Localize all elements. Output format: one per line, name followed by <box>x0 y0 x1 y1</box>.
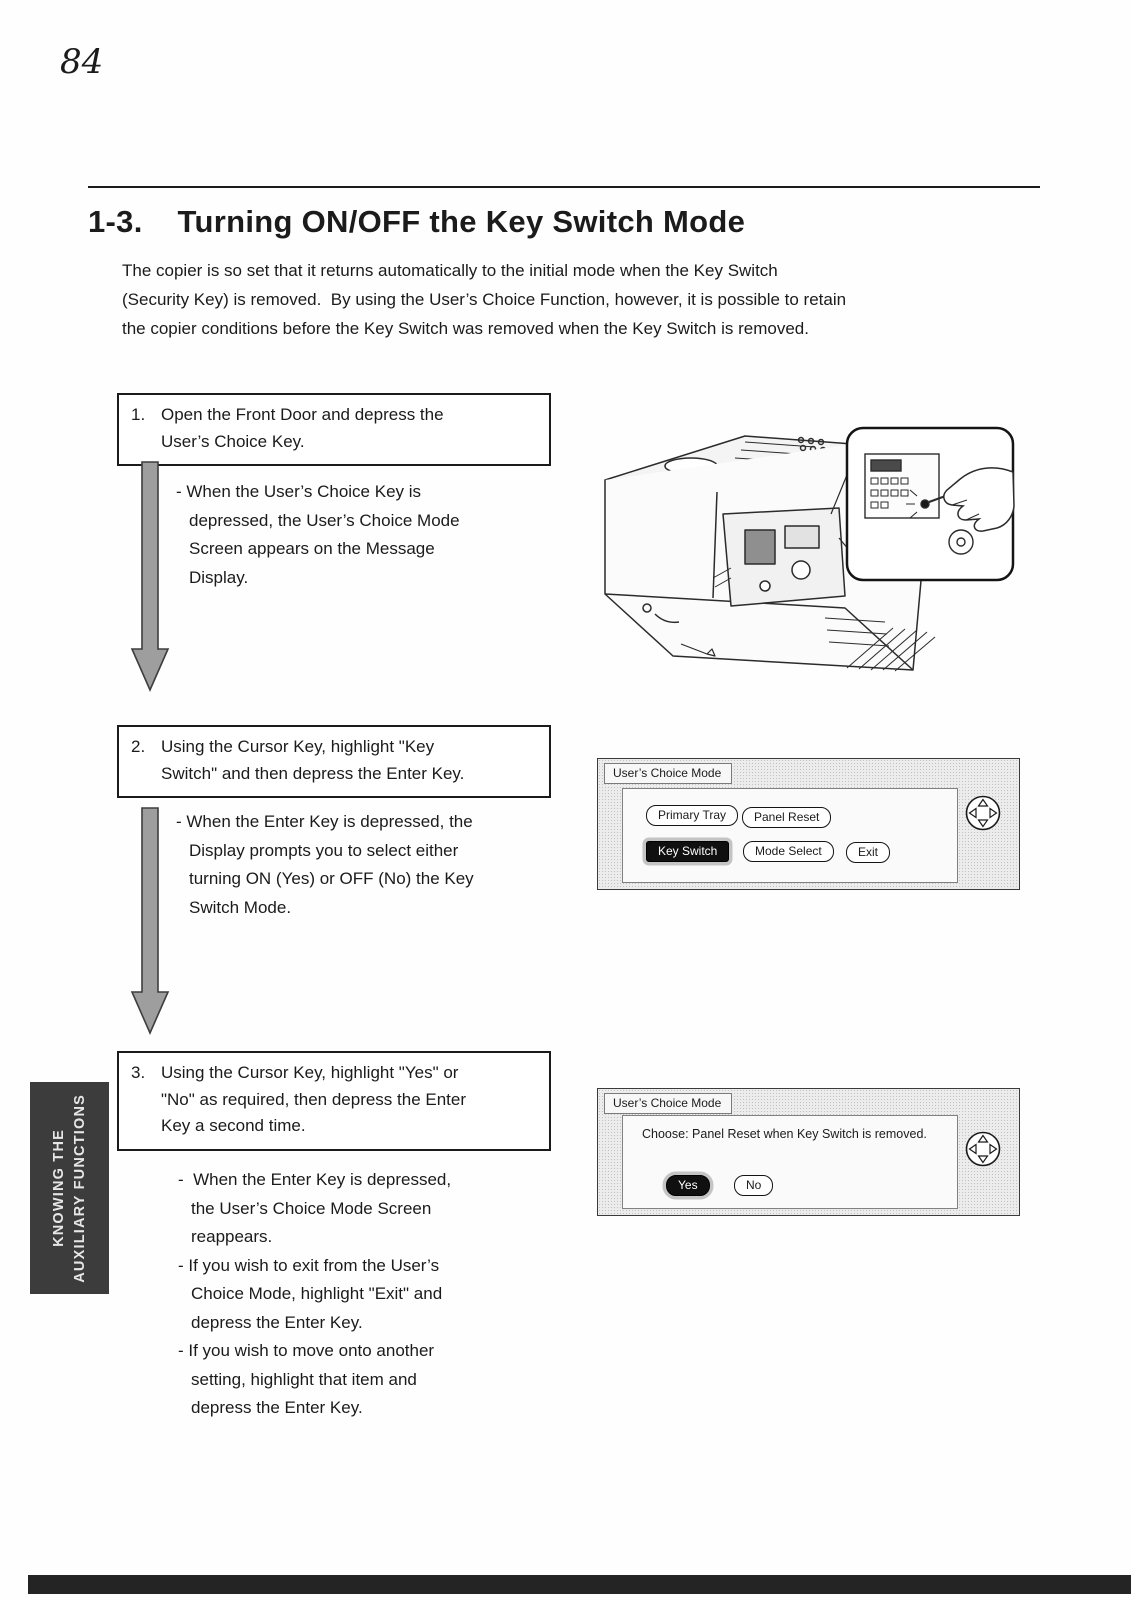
step-text-line: Key a second time. <box>161 1116 306 1135</box>
panel-reset-button: Panel Reset <box>742 807 831 828</box>
intro-line: The copier is so set that it returns automatically to the initial mode when the Key Switch <box>122 261 778 280</box>
step-text-line: User’s Choice Key. <box>161 431 305 451</box>
yes-button-selected: Yes <box>666 1175 710 1196</box>
section-title: Turning ON/OFF the Key Switch Mode <box>177 204 746 239</box>
step-3-note <box>178 1337 451 1423</box>
footer-bar <box>28 1575 1131 1594</box>
note-line: Choice Mode, highlight "Exit" and <box>191 1284 443 1303</box>
step-number: 3. <box>131 1063 146 1082</box>
cursor-pad-icon <box>963 793 1003 833</box>
note-line: - When the Enter Key is depressed, the <box>176 812 473 831</box>
step-3-box <box>117 1051 551 1151</box>
down-arrow-icon <box>130 461 170 692</box>
step-text-line: Open the Front Door and depress the <box>161 405 444 424</box>
top-rule <box>88 186 1040 188</box>
note-line: Switch Mode. <box>189 897 292 917</box>
mode-select-button: Mode Select <box>743 841 834 862</box>
screen-prompt: Choose: Panel Reset when Key Switch is removed. <box>642 1127 927 1141</box>
note-line: the User’s Choice Mode Screen <box>191 1198 432 1218</box>
screen-title: User’s Choice Mode <box>604 1093 732 1114</box>
step-text <box>161 1060 466 1140</box>
note-line: - When the Enter Key is depressed, <box>178 1170 452 1189</box>
cursor-pad-icon <box>963 1129 1003 1169</box>
step-text <box>161 734 464 787</box>
note-line: Screen appears on the Message <box>189 539 435 558</box>
copier-illustration <box>595 418 1021 684</box>
screen-display-area <box>622 788 958 883</box>
note-line: depress the Enter Key. <box>191 1312 363 1332</box>
intro-paragraph <box>122 256 846 343</box>
chapter-tab-label: AUXILIARY FUNCTIONS <box>71 1093 88 1283</box>
section-heading <box>88 204 745 240</box>
step-2-box <box>117 725 551 798</box>
intro-line: (Security Key) is removed. By using the User’s Choice Function, however, it is possible to retain <box>122 290 847 309</box>
note-line: depress the Enter Key. <box>191 1398 363 1417</box>
note-line: depressed, the User’s Choice Mode <box>189 510 460 530</box>
note-line: - When the User’s Choice Key is <box>176 482 422 501</box>
key-switch-button-selected: Key Switch <box>646 841 729 862</box>
note-line: turning ON (Yes) or OFF (No) the Key <box>189 869 474 888</box>
section-number: 1-3. <box>88 204 143 239</box>
step-number: 1. <box>131 405 146 424</box>
step-number: 2. <box>131 737 146 756</box>
chapter-tab-label: KNOWING THE <box>51 1129 67 1247</box>
screen-title: User’s Choice Mode <box>604 763 732 784</box>
down-arrow-icon <box>130 807 170 1035</box>
note-line: Display. <box>189 567 249 587</box>
step-text-line: Switch" and then depress the Enter Key. <box>161 763 465 783</box>
note-line: - If you wish to exit from the User’s <box>178 1255 440 1275</box>
step-text-line: "No" as required, then depress the Enter <box>161 1089 467 1109</box>
step-3-notes <box>178 1166 451 1423</box>
step-1-note <box>176 478 460 592</box>
step-2-note <box>176 808 474 922</box>
exit-button: Exit <box>846 842 890 863</box>
step-text <box>161 402 444 455</box>
primary-tray-button: Primary Tray <box>646 805 738 826</box>
step-1-box <box>117 393 551 466</box>
page-number: 84 <box>60 42 104 82</box>
intro-line: the copier conditions before the Key Switch was removed when the Key Switch is removed. <box>122 319 809 338</box>
note-line: reappears. <box>191 1227 273 1246</box>
lcd-screen-key-switch-prompt <box>597 1088 1020 1216</box>
no-button: No <box>734 1175 773 1196</box>
note-line: - If you wish to move onto another <box>178 1341 435 1360</box>
step-text-line: Using the Cursor Key, highlight "Key <box>161 737 435 756</box>
step-3-note <box>178 1166 451 1252</box>
note-line: setting, highlight that item and <box>191 1369 417 1389</box>
step-3-note <box>178 1252 451 1338</box>
lcd-screen-user-choice-menu <box>597 758 1020 890</box>
chapter-tab <box>30 1082 109 1294</box>
step-text-line: Using the Cursor Key, highlight "Yes" or <box>161 1063 459 1082</box>
note-line: Display prompts you to select either <box>189 840 459 860</box>
